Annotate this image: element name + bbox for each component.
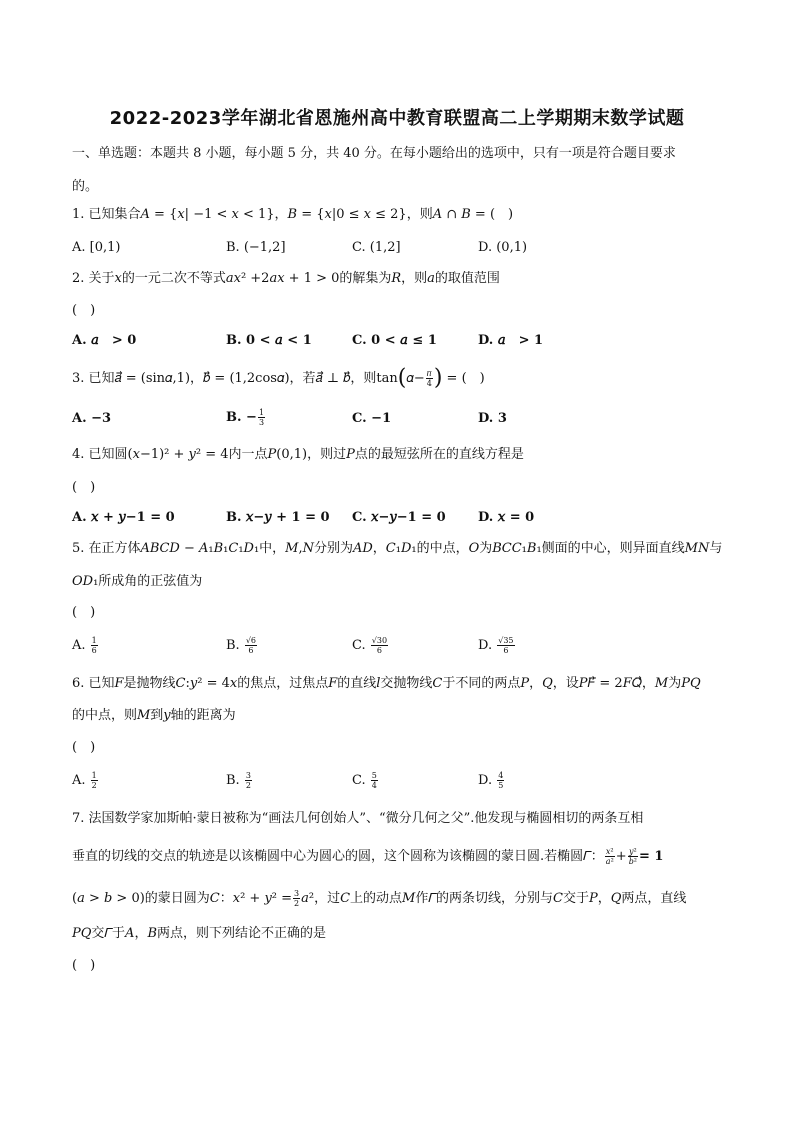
q7-f3-den: 2: [294, 899, 300, 908]
q2-blank: ( ): [72, 303, 96, 318]
q6-option-a-label: A.: [72, 773, 86, 788]
q1-stem: 1. 已知集合𝐴 = {𝑥| −1 < 𝑥 < 1}，𝐵 = {𝑥|0 ≤ 𝑥 ≤ 2}，则𝐴 ∩ 𝐵 = ( ): [72, 207, 514, 222]
q5-option-a: [72, 636, 99, 655]
q4-option-b: B. 𝑥−𝑦 + 1 = 0: [226, 510, 330, 525]
q3-frac-den: 4: [426, 379, 432, 388]
q3-option-b-label: B. −: [226, 410, 257, 425]
q5-option-a-num: 1: [91, 636, 97, 645]
q3-option-b-den: 3: [258, 418, 265, 427]
q1-option-d: D. (0,1): [478, 240, 528, 255]
q5-stem-line2: 𝑂𝐷₁所成角的正弦值为: [72, 574, 203, 589]
q6-stem-line2: 的中点，则𝑀到𝑦轴的距离为: [72, 708, 236, 723]
q6-option-c-den: 4: [371, 781, 377, 790]
q5-blank: ( ): [72, 605, 96, 620]
q2-option-c: C. 0 < 𝑎 ≤ 1: [352, 333, 437, 348]
q5-option-a-frac: [91, 636, 98, 655]
q5-option-b-num: √6: [245, 636, 257, 645]
q7-x2-over-a2: [605, 847, 615, 866]
q7-f1-num: 𝑥²: [605, 847, 614, 856]
q6-option-a-frac: [91, 771, 98, 790]
q5-option-b: [226, 636, 258, 655]
q5-option-d-label: D.: [478, 638, 493, 653]
q6-option-a-den: 2: [91, 781, 97, 790]
q6-option-b: [226, 771, 253, 790]
q7-three-halves: [293, 889, 300, 908]
q7-f2-num: 𝑦²: [628, 847, 637, 856]
q3-option-b-frac: [258, 408, 265, 427]
q1-option-c: C. (1,2]: [352, 240, 401, 255]
q7-stem-line4: 𝑃𝑄交𝛤于𝐴，𝐵两点，则下列结论不正确的是: [72, 926, 327, 941]
q5-option-b-label: B.: [226, 638, 240, 653]
q6-option-a-num: 1: [91, 771, 97, 780]
q6-option-c-num: 5: [371, 771, 377, 780]
q7-f2-den: 𝑏²: [628, 857, 638, 866]
q3-paren-left: (: [397, 365, 407, 391]
q5-option-c-frac: [371, 636, 388, 655]
q6-option-b-num: 3: [245, 771, 251, 780]
q7-stem-line2: [72, 847, 663, 866]
q5-option-c-label: C.: [352, 638, 366, 653]
section-heading-line2: 的。: [72, 179, 99, 194]
q5-option-c-den: 6: [376, 646, 382, 655]
q6-blank: ( ): [72, 740, 96, 755]
q3-paren-right: ): [433, 365, 443, 391]
q2-option-d: D. 𝑎 > 1: [478, 333, 544, 348]
q3-stem: [72, 365, 485, 391]
q1-option-b: B. (−1,2]: [226, 240, 286, 255]
q6-option-d-num: 4: [498, 771, 504, 780]
q6-option-d-frac: [497, 771, 504, 790]
q6-option-c-label: C.: [352, 773, 366, 788]
q6-option-b-den: 2: [245, 781, 251, 790]
q7-eq-one: = 1: [639, 849, 664, 864]
q5-option-c-num: √30: [371, 636, 388, 645]
q2-option-b: B. 0 < 𝑎 < 1: [226, 333, 312, 348]
q7-line2-text: 垂直的切线的交点的轨迹是以该椭圆中心为圆心的圆，这个圆称为该椭圆的蒙日圆.若椭圆𝛤：: [72, 849, 604, 864]
q4-option-a: A. 𝑥 + 𝑦−1 = 0: [72, 510, 175, 525]
q7-f3-num: 3: [294, 889, 300, 898]
exam-title: 2022-2023学年湖北省恩施州高中教育联盟高二上学期期末数学试题: [109, 108, 685, 129]
q3-option-b: [226, 408, 266, 427]
q3-option-c: C. −1: [352, 411, 392, 426]
q3-stem-end: = ( ): [442, 371, 485, 386]
q3-pi-over-4: [426, 369, 433, 388]
q5-option-a-label: A.: [72, 638, 86, 653]
q5-stem-line1: 5. 在正方体𝐴𝐵𝐶𝐷 − 𝐴₁𝐵₁𝐶₁𝐷₁中，𝑀,𝑁分别为𝐴𝐷，𝐶₁𝐷₁的中点，𝑂为𝐵𝐶𝐶₁𝐵₁侧面的中心，则异面直线𝑀𝑁与: [72, 541, 723, 556]
q5-option-b-den: 6: [248, 646, 254, 655]
q6-option-a: [72, 771, 99, 790]
q6-option-d: [478, 771, 505, 790]
q6-option-b-frac: [245, 771, 252, 790]
q7-f1-den: 𝑎²: [605, 857, 614, 866]
q6-option-b-label: B.: [226, 773, 240, 788]
q5-option-c: [352, 636, 389, 655]
q5-option-d-frac: [497, 636, 514, 655]
q6-stem-line1: 6. 已知𝐹是抛物线𝐶:𝑦² = 4𝑥的焦点，过焦点𝐹的直线𝑙交抛物线𝐶于不同的两点𝑃，𝑄，设𝑃𝐹⃗ = 2𝐹𝑄⃗，𝑀为𝑃𝑄: [72, 676, 701, 691]
q2-stem: 2. 关于𝑥的一元二次不等式𝑎𝑥² +2𝑎𝑥 + 1 > 0的解集为𝑅，则𝑎的取值范围: [72, 271, 500, 286]
q7-y2-over-b2: [628, 847, 638, 866]
q3-frac-num: 𝜋: [426, 369, 432, 378]
q4-option-c: C. 𝑥−𝑦−1 = 0: [352, 510, 446, 525]
q5-option-a-den: 6: [91, 646, 97, 655]
q7-line3-text: (𝑎 > 𝑏 > 0)的蒙日圆为𝐶：𝑥² + 𝑦² =: [72, 891, 293, 906]
q2-option-a: A. 𝑎 > 0: [72, 333, 137, 348]
q6-option-c: [352, 771, 379, 790]
section-heading-line1: 一、单选题：本题共 8 小题，每小题 5 分，共 40 分。在每小题给出的选项中，只有一项是符合题目要求: [72, 146, 676, 161]
q4-stem: 4. 已知圆(𝑥−1)² + 𝑦² = 4内一点𝑃(0,1)，则过𝑃点的最短弦所在的直线方程是: [72, 447, 524, 462]
q6-option-c-frac: [371, 771, 378, 790]
q5-option-d-num: √35: [498, 636, 514, 645]
q7-stem-line3: [72, 889, 686, 908]
q6-option-d-label: D.: [478, 773, 493, 788]
q5-option-d-den: 6: [503, 646, 509, 655]
q5-option-b-frac: [245, 636, 257, 655]
q4-option-d: D. 𝑥 = 0: [478, 510, 535, 525]
q5-option-d: [478, 636, 516, 655]
q7-line3-rest: 𝑎²，过𝐶上的动点𝑀作𝛤的两条切线，分别与𝐶交于𝑃，𝑄两点，直线: [301, 891, 687, 906]
q7-blank: ( ): [72, 958, 96, 973]
q4-blank: ( ): [72, 480, 96, 495]
q3-option-d: D. 3: [478, 411, 507, 426]
q1-option-a: A. [0,1): [72, 240, 121, 255]
q7-plus: +: [615, 849, 627, 864]
q3-alpha: 𝛼−: [406, 371, 425, 386]
q3-option-a: A. −3: [72, 411, 112, 426]
q3-option-b-num: 1: [258, 408, 265, 417]
q7-stem-line1: 7. 法国数学家加斯帕·蒙日被称为“画法几何创始人”、“微分几何之父”.他发现与椭圆相切的两条互相: [72, 811, 644, 826]
q3-stem-text: 3. 已知𝑎⃗ = (sin𝛼,1)，𝑏⃗ = (1,2cos𝛼)，若𝑎⃗ ⊥ 𝑏⃗，则tan: [72, 371, 398, 386]
q6-option-d-den: 5: [498, 781, 504, 790]
